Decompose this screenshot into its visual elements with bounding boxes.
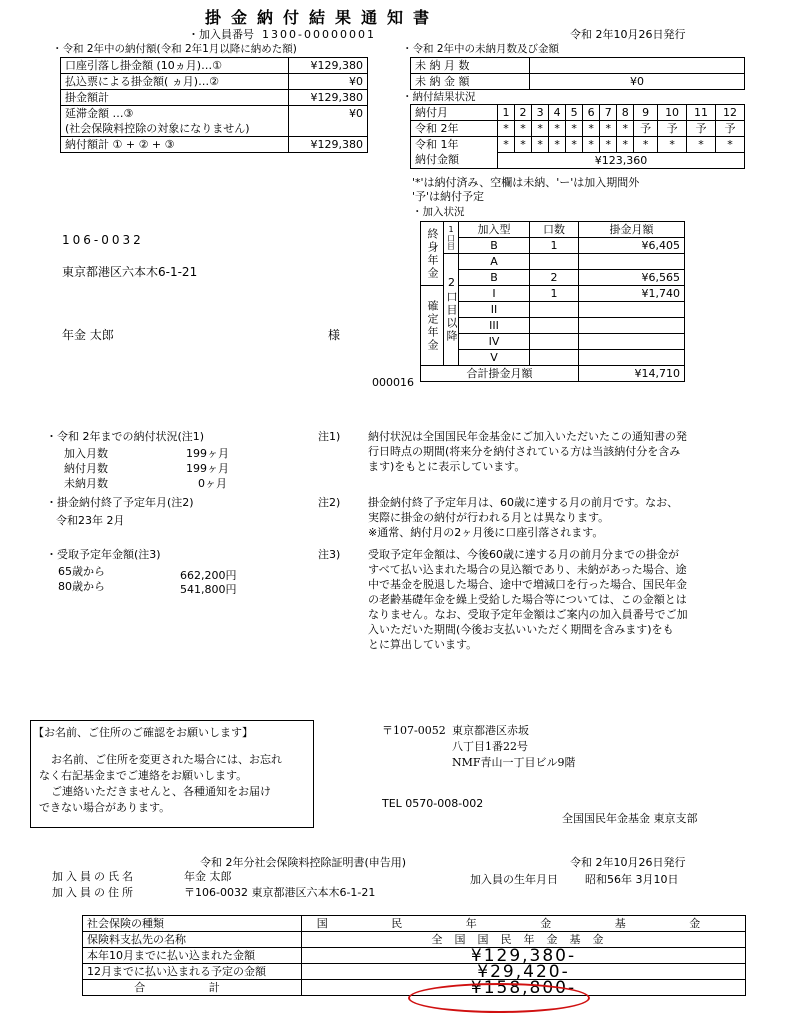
document-title: 掛金納付結果通知書 [205, 8, 440, 27]
paid-label: 口座引落し掛金額 (10ヵ月)…① [61, 58, 289, 74]
cert-value: 国 民 年 金 基 金 [302, 916, 746, 932]
enroll-type: A [459, 254, 530, 270]
status-cell: * [583, 121, 600, 137]
total-value: ¥123,360 [498, 153, 745, 169]
member-number-label: ・加入員番号 [188, 28, 254, 41]
cert-value: ¥29,420- [302, 964, 746, 980]
paid-value: ¥0 [289, 106, 368, 122]
certificate-address-label: 加入員の住所 [52, 886, 136, 899]
paid-value [289, 121, 368, 137]
recipient-postal: 106-0032 [62, 233, 144, 247]
table-row [61, 106, 368, 122]
enroll-amount: ¥6,565 [579, 270, 685, 286]
enroll-table [420, 221, 685, 382]
unpaid-amount-label: 未 納 金 額 [411, 74, 530, 90]
address-notice-box [30, 720, 314, 828]
certificate-date: 令和 2年10月26日発行 [570, 856, 686, 869]
status-cell: 予 [687, 121, 716, 137]
paid-value: ¥129,380 [289, 90, 368, 106]
status-value: 0ヶ月 [198, 477, 227, 490]
status-cell: * [600, 121, 617, 137]
note-3-line: 受取予定年金額は、今後60歳に達する月の前月分までの掛金が [368, 548, 679, 561]
enroll-units: 1 [530, 286, 579, 302]
paid-label: (社会保険料控除の対象になりません) [61, 121, 289, 137]
status-cell: * [532, 121, 549, 137]
enroll-units: 2 [530, 270, 579, 286]
legend-line-1: '*'は納付済み、空欄は未納、'ー'は加入期間外 [412, 176, 640, 189]
issue-date: 令和 2年10月26日発行 [570, 28, 686, 41]
table-row [411, 58, 745, 74]
unpaid-table [410, 57, 745, 90]
table-row [83, 948, 746, 964]
table-row [83, 964, 746, 980]
table-row [421, 286, 685, 302]
note-2-line: 実際に掛金の納付が行われる月とは異なります。 [368, 511, 610, 524]
enroll-type: B [459, 238, 530, 254]
paid-label: 納付額計 ① + ② + ③ [61, 137, 289, 153]
note-3-line: の老齢基礎年金を繰上受給した場合等については、この金額とは [368, 593, 687, 606]
legend-line-2: '予'は納付予定 [412, 190, 485, 203]
table-row [421, 222, 685, 238]
note-1-line: 行日時点の期間(将来分を納付されている方は当該納付分を含み [368, 445, 681, 458]
enroll-type: III [459, 318, 530, 334]
enroll-units: 1 [530, 238, 579, 254]
sender-org: 全国国民年金基金 東京支部 [562, 812, 698, 825]
paid-table [60, 57, 368, 153]
note-3-line: すべて払い込まれた場合の見込額であり、未納があった場合、途 [368, 563, 687, 576]
enroll-heading: ・加入状況 [412, 206, 465, 218]
status-cell: * [687, 137, 716, 153]
table-row [411, 137, 745, 153]
cert-label: 12月までに払い込まれる予定の金額 [83, 964, 302, 980]
table-row [421, 334, 685, 350]
enroll-amount [579, 254, 685, 270]
status-cell: 予 [658, 121, 687, 137]
certificate-address: 〒106-0032 東京都港区六本木6-1-21 [184, 886, 376, 899]
month-cell: 11 [687, 105, 716, 121]
first-unit-label: 1口目 [444, 222, 459, 254]
enroll-amount [579, 334, 685, 350]
unpaid-months-value [530, 58, 745, 74]
note-3-line: 入いただいた期間(今後お支払いいただく期間を含みます)をも [368, 623, 674, 636]
table-row [61, 74, 368, 90]
table-row [61, 58, 368, 74]
notice-line: ご連絡いただきませんと、各種通知をお届け [51, 785, 271, 798]
enroll-total-value: ¥14,710 [579, 366, 685, 382]
enroll-amount: ¥6,405 [579, 238, 685, 254]
result-table [410, 104, 745, 169]
enroll-amount [579, 318, 685, 334]
col-units: 口数 [530, 222, 579, 238]
table-row [421, 238, 685, 254]
status-cell: * [617, 137, 634, 153]
highlight-oval [408, 983, 590, 1013]
end-heading: ・掛金納付終了予定年月(注2) [46, 496, 194, 509]
month-cell: 1 [498, 105, 515, 121]
recipient-address: 東京都港区六本木6-1-21 [62, 265, 198, 279]
table-row [411, 74, 745, 90]
status-cell: 予 [634, 121, 658, 137]
note-1-line: ます)をもとに表示しています。 [368, 460, 526, 473]
table-row [83, 916, 746, 932]
table-row [421, 302, 685, 318]
table-row [83, 932, 746, 948]
status-cell: * [549, 121, 566, 137]
table-row [421, 270, 685, 286]
enroll-type: B [459, 270, 530, 286]
month-cell: 2 [515, 105, 532, 121]
status-cell: * [566, 121, 583, 137]
enroll-units [530, 318, 579, 334]
col-amount: 掛金月額 [579, 222, 685, 238]
pension-value: 662,200円 [180, 569, 237, 582]
table-row [411, 105, 745, 121]
cert-label: 合 計 [83, 980, 302, 996]
member-number: 1300-00000001 [262, 28, 376, 41]
status-label: 加入月数 [64, 447, 108, 460]
paid-label: 払込票による掛金額( ヵ月)…② [61, 74, 289, 90]
enroll-units [530, 350, 579, 366]
note-1-line: 納付状況は全国国民年金基金にご加入いただいたこの通知書の発 [368, 430, 687, 443]
status-cell: * [617, 121, 634, 137]
table-row [421, 254, 685, 270]
certificate-title: 令和 2年分社会保険料控除証明書(申告用) [200, 856, 407, 869]
table-row [421, 350, 685, 366]
end-value: 令和23年 2月 [56, 514, 125, 527]
note-3-label: 注3) [318, 548, 341, 561]
unpaid-amount-value: ¥0 [530, 74, 745, 90]
status-cell: * [515, 137, 532, 153]
sender-address-1: 東京都港区赤坂 [452, 724, 529, 737]
status-label: 未納月数 [64, 477, 108, 490]
cert-label: 保険料支払先の名称 [83, 932, 302, 948]
pension-label: 65歳から [58, 565, 105, 578]
table-row [61, 137, 368, 153]
unpaid-heading: ・令和 2年中の未納月数及び金額 [402, 43, 560, 55]
status-cell: * [566, 137, 583, 153]
notice-line: なく右記基金までご連絡をお願いします。 [39, 769, 248, 782]
enroll-units [530, 334, 579, 350]
certificate-table [82, 915, 746, 996]
paid-value: ¥0 [289, 74, 368, 90]
cert-label: 社会保険の種類 [83, 916, 302, 932]
status-cell: * [532, 137, 549, 153]
sender-postal: 〒107-0052 [382, 724, 446, 737]
sender-address-3: NMF青山一丁目ビル9階 [452, 756, 576, 769]
status-cell: * [515, 121, 532, 137]
note-2-line: ※通常、納付月の2ヶ月後に口座引落されます。 [368, 526, 604, 539]
cert-value: 全国国民年金基金 [302, 932, 746, 948]
enroll-type: V [459, 350, 530, 366]
result-heading: ・納付結果状況 [402, 91, 476, 103]
enroll-units [530, 254, 579, 270]
month-cell: 8 [617, 105, 634, 121]
note-3-line: 中で基金を脱退した場合、途中で増減口を行った場合、国民年金 [368, 578, 687, 591]
second-units-label: 2口目以降 [444, 254, 459, 366]
status-cell: * [498, 121, 515, 137]
recipient-name: 年金 太郎 [62, 328, 114, 342]
cert-label: 本年10月までに払い込まれた金額 [83, 948, 302, 964]
note-3-line: なりません。なお、受取予定年金額はご案内の加入員番号でご加 [368, 608, 688, 621]
total-label: 納付金額 [411, 153, 498, 169]
note-3-line: とに算出しています。 [368, 638, 478, 651]
paid-heading: ・令和 2年中の納付額(令和 2年1月以降に納めた額) [52, 43, 297, 55]
row2-label: 令和 1年 [411, 137, 498, 153]
status-cell: * [634, 137, 658, 153]
status-cell: * [716, 137, 745, 153]
table-row [61, 90, 368, 106]
certificate-birth: 昭和56年 3月10日 [585, 873, 679, 886]
enroll-amount [579, 302, 685, 318]
enroll-type: II [459, 302, 530, 318]
document-code: 000016 [372, 376, 414, 389]
status-label: 納付月数 [64, 462, 108, 475]
note-2-label: 注2) [318, 496, 341, 509]
table-row [411, 153, 745, 169]
pension-heading: ・受取予定年金額(注3) [46, 548, 161, 561]
note-1-label: 注1) [318, 430, 341, 443]
month-cell: 3 [532, 105, 549, 121]
month-cell: 5 [566, 105, 583, 121]
status-heading: ・令和 2年までの納付状況(注1) [46, 430, 205, 443]
paid-label: 延滞金額 …③ [61, 106, 289, 122]
table-row [411, 121, 745, 137]
cert-value: ¥129,380- [302, 948, 746, 964]
notice-title: 【お名前、ご住所のご確認をお願いします】 [33, 726, 253, 739]
enroll-units [530, 302, 579, 318]
paid-label: 掛金額計 [61, 90, 289, 106]
pension-label: 80歳から [58, 580, 105, 593]
status-cell: 予 [716, 121, 745, 137]
month-cell: 10 [658, 105, 687, 121]
status-cell: * [600, 137, 617, 153]
status-value: 199ヶ月 [186, 462, 229, 475]
paid-value: ¥129,380 [289, 137, 368, 153]
enroll-type: IV [459, 334, 530, 350]
cert-total-value: ¥158,800- [302, 980, 746, 996]
month-cell: 12 [716, 105, 745, 121]
paid-value: ¥129,380 [289, 58, 368, 74]
enroll-amount [579, 350, 685, 366]
enroll-amount: ¥1,740 [579, 286, 685, 302]
status-cell: * [583, 137, 600, 153]
enroll-total-label: 合計掛金月額 [421, 366, 579, 382]
sender-tel: TEL 0570-008-002 [382, 797, 484, 810]
status-cell: * [658, 137, 687, 153]
pension-value: 541,800円 [180, 583, 237, 596]
enroll-type: I [459, 286, 530, 302]
group-fixed: 確定年金 [421, 286, 444, 366]
notice-line: お名前、ご住所を変更された場合には、お忘れ [51, 753, 282, 766]
certificate-name-label: 加入員の氏名 [52, 870, 136, 883]
col-type: 加入型 [459, 222, 530, 238]
sender-address-2: 八丁目1番22号 [452, 740, 528, 753]
table-row [61, 121, 368, 137]
table-row [421, 318, 685, 334]
recipient-honorific: 様 [328, 328, 341, 342]
certificate-birth-label: 加入員の生年月日 [470, 873, 558, 886]
month-cell: 7 [600, 105, 617, 121]
status-cell: * [549, 137, 566, 153]
month-label: 納付月 [411, 105, 498, 121]
status-value: 199ヶ月 [186, 447, 229, 460]
status-cell: * [498, 137, 515, 153]
unpaid-months-label: 未 納 月 数 [411, 58, 530, 74]
table-row [421, 366, 685, 382]
month-cell: 6 [583, 105, 600, 121]
group-lifetime: 終身年金 [421, 222, 444, 286]
month-cell: 9 [634, 105, 658, 121]
row1-label: 令和 2年 [411, 121, 498, 137]
certificate-name: 年金 太郎 [184, 870, 232, 883]
notice-line: できない場合があります。 [39, 801, 171, 814]
note-2-line: 掛金納付終了予定年月は、60歳に達する月の前月です。なお、 [368, 496, 679, 509]
month-cell: 4 [549, 105, 566, 121]
